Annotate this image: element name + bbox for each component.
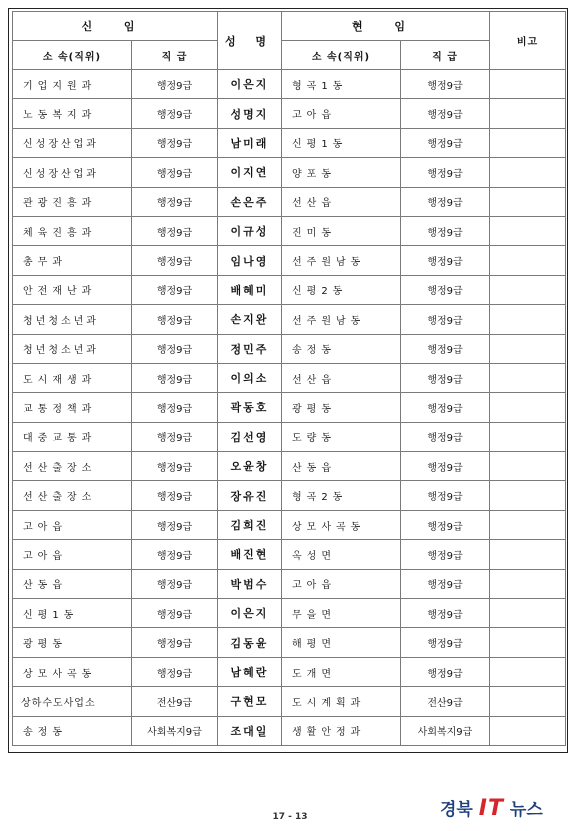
new-grade-cell: 행정9급 [132, 569, 218, 598]
current-affiliation-cell: 무을면 [282, 599, 401, 628]
current-grade-cell: 행정9급 [401, 628, 490, 657]
new-affiliation-cell: 기업지원과 [13, 70, 132, 99]
new-grade-cell: 행정9급 [132, 305, 218, 334]
new-grade-cell: 행정9급 [132, 99, 218, 128]
current-grade-cell: 행정9급 [401, 452, 490, 481]
name-cell: 이규성 [218, 216, 282, 245]
new-affiliation-cell: 상하수도사업소 [13, 687, 132, 716]
table-row [13, 275, 566, 304]
remark-cell [490, 305, 566, 334]
name-cell: 조대일 [218, 716, 282, 745]
current-grade-cell: 행정9급 [401, 510, 490, 539]
new-grade-cell: 행정9급 [132, 657, 218, 686]
new-grade-cell: 행정9급 [132, 481, 218, 510]
new-grade-cell: 행정9급 [132, 275, 218, 304]
new-affiliation-cell: 관광진흥과 [13, 187, 132, 216]
remark-cell [490, 599, 566, 628]
current-grade-cell: 행정9급 [401, 275, 490, 304]
new-grade-cell: 행정9급 [132, 246, 218, 275]
name-cell: 이의소 [218, 363, 282, 392]
current-affiliation-cell: 선주원남동 [282, 305, 401, 334]
header-row-1 [13, 12, 566, 41]
remark-cell [490, 510, 566, 539]
name-cell: 배진현 [218, 540, 282, 569]
current-grade-cell: 행정9급 [401, 657, 490, 686]
name-cell: 임나영 [218, 246, 282, 275]
new-affiliation-cell: 교통정책과 [13, 393, 132, 422]
remark-cell [490, 540, 566, 569]
current-affiliation-cell: 송정동 [282, 334, 401, 363]
current-grade-cell: 행정9급 [401, 70, 490, 99]
new-grade-cell: 행정9급 [132, 363, 218, 392]
table-row [13, 716, 566, 745]
name-cell: 이은지 [218, 70, 282, 99]
current-grade-cell: 행정9급 [401, 216, 490, 245]
remark-cell [490, 275, 566, 304]
table-row [13, 599, 566, 628]
table-row [13, 305, 566, 334]
current-affiliation-cell: 선산읍 [282, 363, 401, 392]
current-affiliation-cell: 광평동 [282, 393, 401, 422]
name-cell: 정민주 [218, 334, 282, 363]
table-row [13, 128, 566, 157]
table-row [13, 452, 566, 481]
current-affiliation-cell: 신평1동 [282, 128, 401, 157]
current-affiliation-cell: 진미동 [282, 216, 401, 245]
name-cell: 성명지 [218, 99, 282, 128]
name-cell: 손지완 [218, 305, 282, 334]
logo-text-left: 경북 [440, 800, 473, 820]
current-affiliation-cell: 도개면 [282, 657, 401, 686]
remark-cell [490, 657, 566, 686]
name-cell: 손은주 [218, 187, 282, 216]
table-row [13, 70, 566, 99]
current-grade-cell: 행정9급 [401, 599, 490, 628]
table-body [13, 70, 566, 746]
remark-cell [490, 716, 566, 745]
table-row [13, 216, 566, 245]
name-cell: 오윤창 [218, 452, 282, 481]
table-row [13, 187, 566, 216]
new-affiliation-cell: 청년청소년과 [13, 305, 132, 334]
new-affiliation-cell: 산동읍 [13, 569, 132, 598]
new-affiliation-cell: 송정동 [13, 716, 132, 745]
new-grade-cell: 행정9급 [132, 452, 218, 481]
table-row [13, 628, 566, 657]
logo-text-it: IT [478, 796, 504, 821]
new-grade-cell: 행정9급 [132, 422, 218, 451]
new-affiliation-cell: 노동복지과 [13, 99, 132, 128]
new-affiliation-cell: 체육진흥과 [13, 216, 132, 245]
new-grade-cell: 행정9급 [132, 158, 218, 187]
table-row [13, 158, 566, 187]
header-affiliation-current: 소 속(직위) [282, 41, 401, 70]
current-grade-cell: 행정9급 [401, 305, 490, 334]
name-cell: 배혜미 [218, 275, 282, 304]
new-grade-cell: 행정9급 [132, 334, 218, 363]
current-grade-cell: 행정9급 [401, 393, 490, 422]
new-affiliation-cell: 신평1동 [13, 599, 132, 628]
new-affiliation-cell: 총무과 [13, 246, 132, 275]
current-affiliation-cell: 선주원남동 [282, 246, 401, 275]
header-grade: 직 급 [132, 41, 218, 70]
new-affiliation-cell: 고아읍 [13, 510, 132, 539]
header-current-post: 현 임 [282, 12, 490, 41]
table-row [13, 246, 566, 275]
table-row [13, 363, 566, 392]
current-grade-cell: 사회복지9급 [401, 716, 490, 745]
remark-cell [490, 334, 566, 363]
page-number: 17 - 13 [272, 812, 308, 822]
new-grade-cell: 행정9급 [132, 393, 218, 422]
remark-cell [490, 158, 566, 187]
new-affiliation-cell: 광평동 [13, 628, 132, 657]
name-cell: 이은지 [218, 599, 282, 628]
table-row [13, 540, 566, 569]
current-affiliation-cell: 도량동 [282, 422, 401, 451]
remark-cell [490, 481, 566, 510]
current-affiliation-cell: 형곡2동 [282, 481, 401, 510]
new-grade-cell: 행정9급 [132, 70, 218, 99]
current-grade-cell: 행정9급 [401, 334, 490, 363]
remark-cell [490, 452, 566, 481]
current-affiliation-cell: 상모사곡동 [282, 510, 401, 539]
document-frame [8, 8, 568, 753]
current-affiliation-cell: 해평면 [282, 628, 401, 657]
name-cell: 장유진 [218, 481, 282, 510]
name-cell: 김희진 [218, 510, 282, 539]
current-grade-cell: 행정9급 [401, 481, 490, 510]
table-row [13, 569, 566, 598]
new-grade-cell: 전산9급 [132, 687, 218, 716]
logo-text-right: 뉴스 [509, 800, 543, 820]
name-cell: 이지연 [218, 158, 282, 187]
remark-cell [490, 246, 566, 275]
current-affiliation-cell: 선산읍 [282, 187, 401, 216]
new-affiliation-cell: 대중교통과 [13, 422, 132, 451]
table-row [13, 422, 566, 451]
current-affiliation-cell: 형곡1동 [282, 70, 401, 99]
table-row [13, 334, 566, 363]
header-name: 성 명 [218, 12, 282, 70]
new-affiliation-cell: 신성장산업과 [13, 158, 132, 187]
current-affiliation-cell: 신평2동 [282, 275, 401, 304]
current-affiliation-cell: 옥성면 [282, 540, 401, 569]
name-cell: 김선영 [218, 422, 282, 451]
table-row [13, 687, 566, 716]
name-cell: 남혜란 [218, 657, 282, 686]
header-new-post: 신 임 [13, 12, 218, 41]
current-grade-cell: 행정9급 [401, 187, 490, 216]
new-grade-cell: 사회복지9급 [132, 716, 218, 745]
table-row [13, 99, 566, 128]
personnel-table [12, 11, 566, 746]
new-affiliation-cell: 상모사곡동 [13, 657, 132, 686]
new-grade-cell: 행정9급 [132, 510, 218, 539]
remark-cell [490, 393, 566, 422]
remark-cell [490, 422, 566, 451]
current-affiliation-cell: 산동읍 [282, 452, 401, 481]
new-grade-cell: 행정9급 [132, 187, 218, 216]
new-affiliation-cell: 선산출장소 [13, 452, 132, 481]
remark-cell [490, 99, 566, 128]
header-row-2 [13, 41, 566, 70]
remark-cell [490, 363, 566, 392]
header-affiliation: 소 속(직위) [13, 41, 132, 70]
table-row [13, 657, 566, 686]
name-cell: 곽동호 [218, 393, 282, 422]
remark-cell [490, 70, 566, 99]
remark-cell [490, 128, 566, 157]
remark-cell [490, 687, 566, 716]
gyeongbuk-it-news-logo [440, 795, 572, 823]
new-grade-cell: 행정9급 [132, 540, 218, 569]
current-grade-cell: 행정9급 [401, 246, 490, 275]
table-row [13, 510, 566, 539]
current-grade-cell: 행정9급 [401, 99, 490, 128]
remark-cell [490, 569, 566, 598]
remark-cell [490, 628, 566, 657]
name-cell: 박범수 [218, 569, 282, 598]
current-grade-cell: 행정9급 [401, 422, 490, 451]
current-grade-cell: 행정9급 [401, 569, 490, 598]
header-grade-current: 직 급 [401, 41, 490, 70]
current-grade-cell: 행정9급 [401, 363, 490, 392]
header-remarks: 비고 [490, 12, 566, 70]
current-affiliation-cell: 생활안정과 [282, 716, 401, 745]
new-grade-cell: 행정9급 [132, 216, 218, 245]
table-row [13, 393, 566, 422]
new-affiliation-cell: 도시재생과 [13, 363, 132, 392]
current-grade-cell: 행정9급 [401, 158, 490, 187]
new-affiliation-cell: 고아읍 [13, 540, 132, 569]
new-grade-cell: 행정9급 [132, 599, 218, 628]
name-cell: 김동윤 [218, 628, 282, 657]
new-affiliation-cell: 선산출장소 [13, 481, 132, 510]
name-cell: 구현모 [218, 687, 282, 716]
current-grade-cell: 행정9급 [401, 128, 490, 157]
current-affiliation-cell: 고아읍 [282, 569, 401, 598]
current-grade-cell: 전산9급 [401, 687, 490, 716]
current-grade-cell: 행정9급 [401, 540, 490, 569]
new-affiliation-cell: 신성장산업과 [13, 128, 132, 157]
current-affiliation-cell: 양포동 [282, 158, 401, 187]
new-grade-cell: 행정9급 [132, 128, 218, 157]
table-row [13, 481, 566, 510]
new-affiliation-cell: 안전재난과 [13, 275, 132, 304]
remark-cell [490, 187, 566, 216]
remark-cell [490, 216, 566, 245]
new-affiliation-cell: 청년청소년과 [13, 334, 132, 363]
name-cell: 남미래 [218, 128, 282, 157]
current-affiliation-cell: 고아읍 [282, 99, 401, 128]
current-affiliation-cell: 도시계획과 [282, 687, 401, 716]
new-grade-cell: 행정9급 [132, 628, 218, 657]
